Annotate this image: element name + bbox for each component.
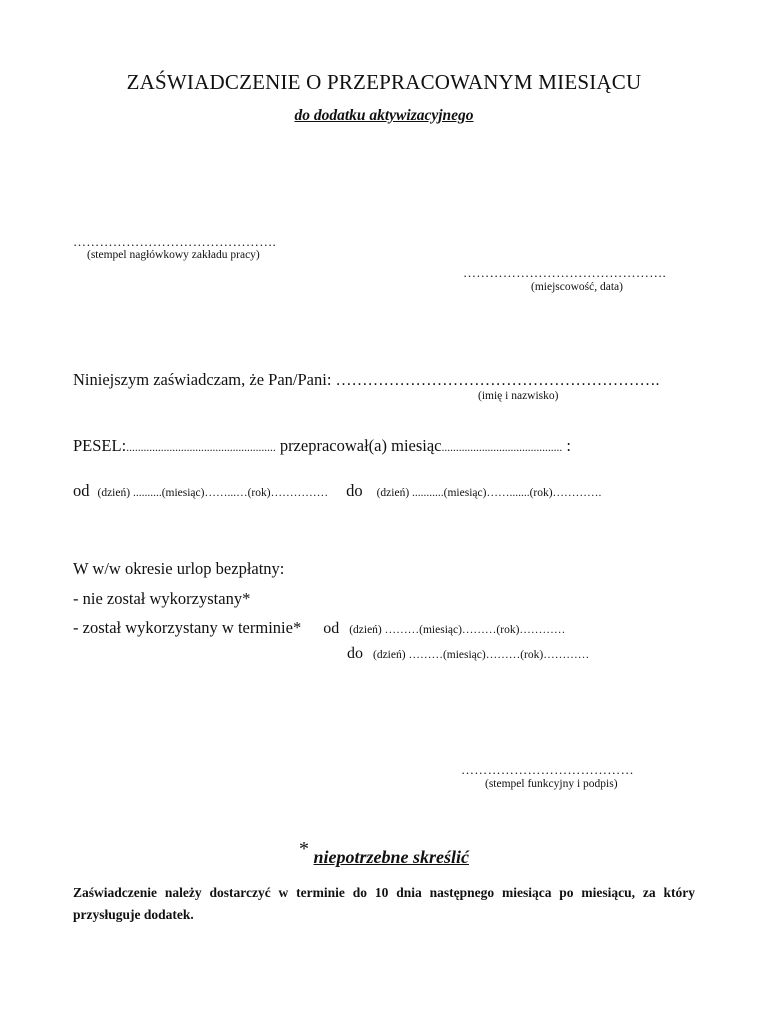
certify-label: Niniejszym zaświadczam, że Pan/Pani:	[73, 370, 332, 389]
name-field[interactable]: …………………………………………………….	[335, 372, 660, 389]
place-date-caption: (miejscowość, data)	[531, 281, 623, 293]
period-line	[73, 481, 601, 501]
footnote	[0, 838, 768, 868]
document-subtitle: do dodatku aktywizacyjnego	[294, 107, 474, 124]
leave-heading: W w/w okresie urlop bezpłatny:	[73, 559, 285, 578]
name-caption: (imię i nazwisko)	[478, 390, 559, 402]
colon: :	[566, 436, 571, 455]
leave-option-not-used[interactable]: - nie został wykorzystany*	[73, 589, 251, 608]
leave-to-line	[347, 645, 589, 663]
signature-field[interactable]: …………………………………	[461, 762, 634, 777]
delivery-notice: Zaświadczenie należy dostarczyć w terminie do 10 dnia następnego miesiąca po miesiącu, za który przysługuje dodatek.	[73, 885, 695, 922]
document-title: ZAŚWIADCZENIE O PRZEPRACOWANYM MIESIĄCU	[126, 70, 642, 94]
pesel-label: PESEL:	[73, 436, 127, 455]
pesel-line	[73, 436, 571, 456]
place-date-field[interactable]: ……………………………………….	[463, 265, 667, 280]
leave-used-line	[73, 618, 565, 638]
stamp-caption: (stempel nagłówkowy zakładu pracy)	[87, 249, 260, 261]
leave-from-fields[interactable]: (dzień) ………(miesiąc)………(rok)…………	[349, 624, 566, 636]
period-to-fields[interactable]: (dzień) ...........(miesiąc)…….......(rok)………….	[376, 487, 602, 499]
leave-to-label: do	[347, 645, 363, 662]
footnote-text: niepotrzebne skreślić	[313, 847, 469, 867]
stamp-field[interactable]: ……………………………………….	[73, 234, 277, 249]
signature-caption: (stempel funkcyjny i podpis)	[485, 778, 618, 790]
leave-option-used[interactable]: - został wykorzystany w terminie*	[73, 618, 302, 637]
period-from-label: od	[73, 481, 90, 500]
certify-line	[73, 370, 660, 390]
worked-month-field[interactable]: ..........................................	[441, 442, 563, 454]
leave-from-label: od	[323, 620, 340, 637]
leave-to-fields[interactable]: (dzień) ………(miesiąc)………(rok)…………	[373, 649, 590, 661]
pesel-field[interactable]: ....................................................	[126, 442, 276, 454]
period-to-label: do	[346, 481, 363, 500]
footnote-marker: *	[299, 838, 309, 860]
period-from-fields[interactable]: (dzień) ..........(miesiąc)……...…(rok)……………	[97, 487, 329, 499]
worked-label: przepracował(a) miesiąc	[279, 436, 442, 455]
